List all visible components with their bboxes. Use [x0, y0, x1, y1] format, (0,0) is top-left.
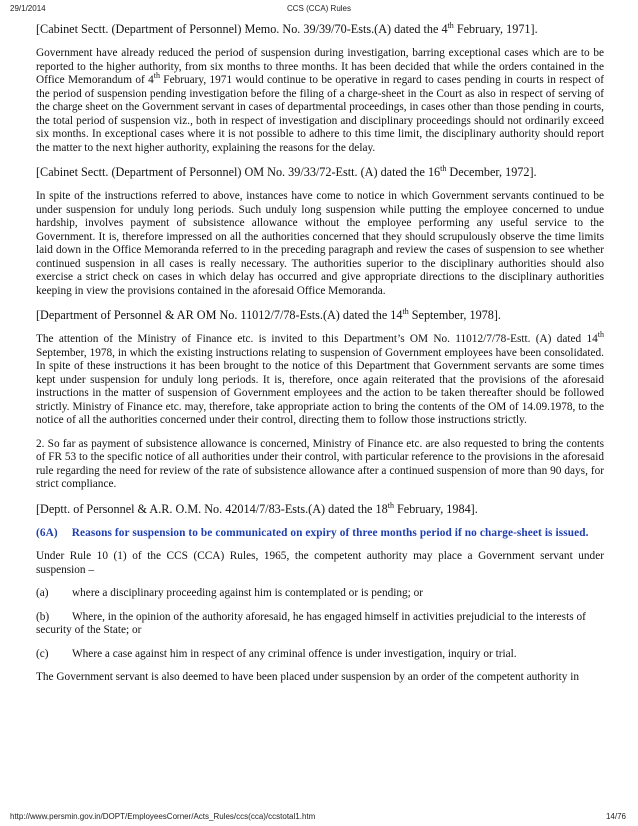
paragraph-deemed-suspension: The Government servant is also deemed to have been placed under suspension by an order of the competent authority in: [36, 671, 580, 683]
header-title: CCS (CCA) Rules: [286, 4, 351, 13]
paragraph-subsistence-allowance: 2. So far as payment of subsistence allowance is concerned, Ministry of Finance etc. are also requested to bring the contents of FR 53 to the specific notice of all authorities under their control, with particular reference to the provisions in the aforesaid rule regarding the need for review of the rate of subsistence allowance after a continued suspension of more than 90 days, for strict compliance.: [36, 437, 604, 490]
reference-1984: [Deptt. of Personnel & A.R. O.M. No. 42014/7/83-Ests.(A) dated the 18th February, 1984].: [36, 500, 478, 516]
paragraph-suspension-period: Government have already reduced the period of suspension during investigation, barring exceptional cases which are to be reported to the higher authority, from six months to three months. It has been decided that while the orders contained in the Office Memorandum of 4th February, 1971 would continue to be operative in regard to cases pending in courts in respect of the period of suspension pending investigation before the filing of a charge-sheet in the Court as also in respect of serving of the charge sheet on the Government servant in cases of departmental proceedings, in cases other than those pending in courts, the total period of suspension viz., both in respect of investigation and disciplinary proceedings should not ordinarily exceed six months. In exceptional cases where it is not possible to adhere to this time limit, the disciplinary authority should report the matter to the next higher authority, explaining the reasons for the delay.: [36, 47, 604, 154]
section-title: Reasons for suspension to be communicated on expiry of three months period if no charge-sheet is issued.: [71, 526, 589, 539]
list-item-b: (b) Where, in the opinion of the authority aforesaid, he has engaged himself in activities prejudicial to the interests of security of the State; or: [36, 610, 586, 636]
reference-1978: [Department of Personnel & AR OM No. 11012/7/78-Ests.(A) dated the 14th September, 1978].: [36, 306, 501, 322]
reference-1972: [Cabinet Sectt. (Department of Personnel) OM No. 39/33/72-Estt. (A) dated the 16th December, 1972].: [36, 163, 537, 179]
page-footer: [0, 812, 638, 824]
list-item-c: (c) Where a case against him in respect of any criminal offence is under investigation, inquiry or trial.: [36, 647, 517, 660]
document-body: [36, 22, 604, 695]
header-date: 29/1/2014: [10, 4, 46, 13]
paragraph-long-suspension: In spite of the instructions referred to above, instances have come to notice in which Government servants continued to be under suspension for unduly long periods. Such unduly long suspension while putting the employee concerned to undue hardship, involves payment of subsistence allowance without the employee performing any useful service to the Government. It is, therefore impressed on all the authorities concerned that they should scrupulously observe the time limits laid down in the Office Memoranda referred to in the preceding paragraph and review the cases of suspension to see whether continued suspension in all cases is really necessary. The authorities superior to the disciplinary authorities should also exercise a strict check on cases in which delay has occurred and give appropriate directions to the disciplinary authorities keeping in view the provisions contained in the aforesaid Office Memoranda.: [36, 190, 604, 297]
reference-1971: [Cabinet Sectt. (Department of Personnel) Memo. No. 39/39/70-Ests.(A) dated the 4th February, 1971].: [36, 20, 538, 36]
footer-url[interactable]: http://www.persmin.gov.in/DOPT/EmployeesCorner/Acts_Rules/ccs(cca)/ccstotal1.htm: [10, 812, 316, 821]
section-number: (6A): [36, 526, 58, 539]
paragraph-ministry-finance: The attention of the Ministry of Finance etc. is invited to this Department’s OM No. 11012/7/78-Estt. (A) dated 14th September, 1978, in which the existing instructions relating to suspension of Government employees have been consolidated. In spite of these instructions it has been brought to the notice of this Department that Government servants are some times kept under suspension for unduly long periods. It is, therefore, once again reiterated that the provisions of the aforesaid instructions in the matter of suspension of Government employees and the action to be taken thereafter should be followed strictly. Ministry of Finance etc. may, therefore, take appropriate action to bring the contents of the OM of 14.09.1978, to the notice of all the authorities concerned under their control, directing them to follow those instructions strictly.: [36, 330, 604, 426]
paragraph-rule-10: Under Rule 10 (1) of the CCS (CCA) Rules, 1965, the competent authority may place a Government servant under suspension –: [36, 550, 604, 576]
page-number: 14/76: [605, 812, 626, 821]
page-header: [0, 4, 638, 16]
list-item-a: (a) where a disciplinary proceeding against him is contemplated or is pending; or: [36, 587, 424, 599]
section-heading-6a: [36, 527, 604, 541]
